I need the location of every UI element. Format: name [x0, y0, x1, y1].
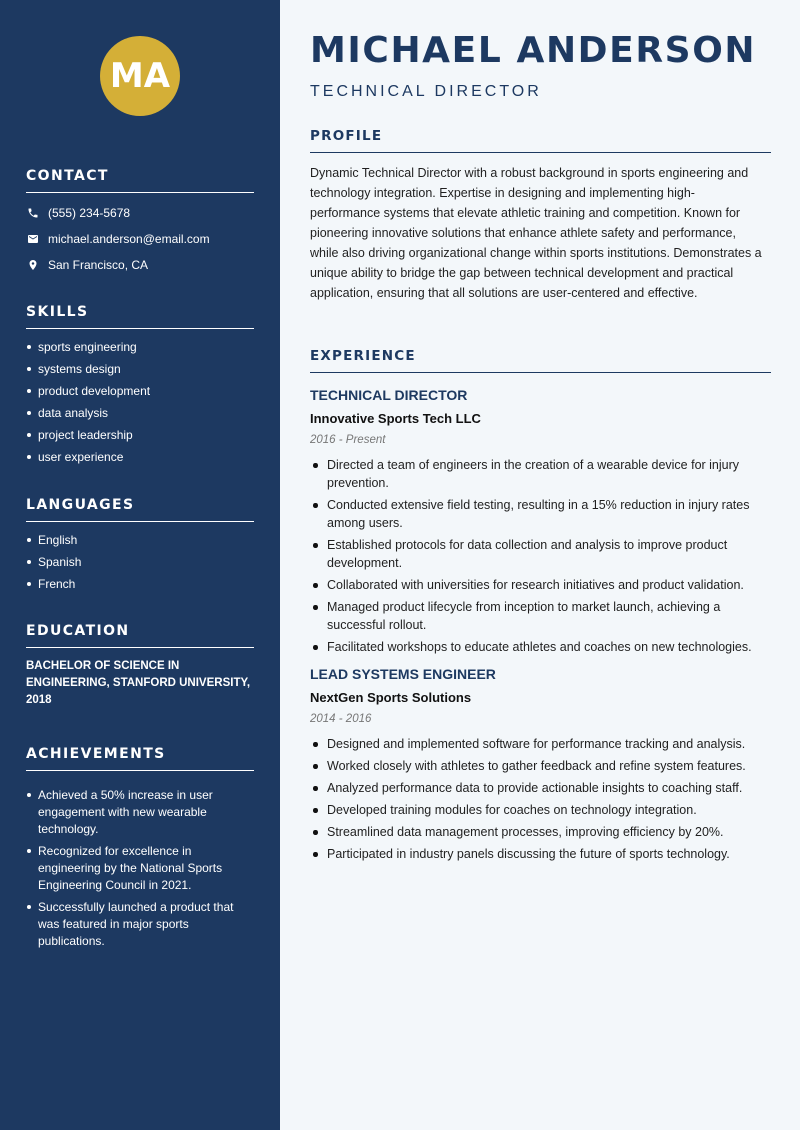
full-name: MICHAEL ANDERSON	[310, 30, 757, 71]
job-bullet: Analyzed performance data to provide actionable insights to coaching staff.	[310, 779, 765, 797]
achievements-list	[26, 787, 254, 950]
job-dates: 2016 - Present	[310, 434, 386, 446]
skill-item: sports engineering	[26, 339, 254, 355]
job-company: Innovative Sports Tech LLC	[310, 411, 481, 426]
skill-item: systems design	[26, 361, 254, 377]
job-bullet: Worked closely with athletes to gather feedback and refine system features.	[310, 757, 765, 775]
job-bullet: Designed and implemented software for performance tracking and analysis.	[310, 735, 765, 753]
contact-location	[26, 258, 254, 272]
job-entry	[310, 666, 771, 863]
email-text: michael.anderson@email.com	[48, 232, 210, 246]
profile-text: Dynamic Technical Director with a robust background in sports engineering and technology integration. Expertise in designing and implementing high-performance systems that elevate athletic training and competition. Known for pioneering innovative solutions that enhance athlete safety and performance, while also driving organizational change within sports institutions. Demonstrates a unique ability to bridge the gap between technical development and practical application, ensuring that all solutions are user-centered and effective.	[310, 166, 762, 300]
skill-item: project leadership	[26, 427, 254, 443]
job-bullet: Facilitated workshops to educate athletes and coaches on new technologies.	[310, 638, 765, 656]
envelope-icon	[26, 232, 40, 246]
achievement-item: Recognized for excellence in engineering by the National Sports Engineering Council in 2021.	[26, 843, 254, 894]
skills-heading: SKILLS	[26, 304, 254, 329]
job-bullet: Streamlined data management processes, improving efficiency by 20%.	[310, 823, 765, 841]
languages-heading: LANGUAGES	[26, 497, 254, 522]
achievements-heading: ACHIEVEMENTS	[26, 746, 254, 771]
languages-list	[26, 532, 254, 592]
skills-list	[26, 339, 254, 465]
contact-heading: CONTACT	[26, 168, 254, 193]
job-bullet: Directed a team of engineers in the creation of a wearable device for injury prevention.	[310, 456, 765, 492]
location-pin-icon	[26, 258, 40, 272]
skills-section	[26, 304, 254, 471]
job-role: TECHNICAL DIRECTOR	[310, 387, 468, 403]
achievements-section	[26, 746, 254, 955]
job-bullet: Developed training modules for coaches on technology integration.	[310, 801, 765, 819]
achievement-item: Achieved a 50% increase in user engagement with new wearable technology.	[26, 787, 254, 838]
job-entry	[310, 387, 771, 656]
language-item: Spanish	[26, 554, 254, 570]
phone-icon	[26, 206, 40, 220]
language-item: English	[26, 532, 254, 548]
skill-item: user experience	[26, 449, 254, 465]
job-title-header: TECHNICAL DIRECTOR	[310, 83, 542, 100]
main-content	[280, 0, 800, 1130]
skill-item: product development	[26, 383, 254, 399]
contact-section	[26, 168, 254, 272]
job-bullet: Participated in industry panels discussing the future of sports technology.	[310, 845, 765, 863]
languages-section	[26, 497, 254, 598]
achievement-item: Successfully launched a product that was featured in major sports publications.	[26, 899, 254, 950]
experience-section	[310, 348, 771, 867]
job-bullet: Established protocols for data collection and analysis to improve product development.	[310, 536, 765, 572]
skill-item: data analysis	[26, 405, 254, 421]
job-bullet: Collaborated with universities for research initiatives and product validation.	[310, 576, 765, 594]
education-heading: EDUCATION	[26, 623, 254, 648]
profile-section	[310, 128, 771, 303]
avatar-initials: MA	[100, 36, 180, 116]
sidebar	[0, 0, 280, 1130]
job-dates: 2014 - 2016	[310, 713, 372, 725]
contact-phone	[26, 206, 254, 220]
education-entry: BACHELOR OF SCIENCE IN ENGINEERING, STANFORD UNIVERSITY, 2018	[26, 660, 251, 706]
job-role: LEAD SYSTEMS ENGINEER	[310, 666, 496, 682]
job-company: NextGen Sports Solutions	[310, 690, 472, 705]
experience-heading: EXPERIENCE	[310, 348, 771, 373]
education-section	[26, 623, 254, 709]
location-text: San Francisco, CA	[48, 258, 149, 272]
job-bullets	[310, 735, 765, 863]
job-bullets	[310, 456, 765, 656]
profile-heading: PROFILE	[310, 128, 771, 153]
phone-text: (555) 234-5678	[48, 206, 131, 220]
job-bullet: Managed product lifecycle from inception to market launch, achieving a successful rollout.	[310, 598, 765, 634]
language-item: French	[26, 576, 254, 592]
contact-email	[26, 232, 254, 246]
job-bullet: Conducted extensive field testing, resulting in a 15% reduction in injury rates among users.	[310, 496, 765, 532]
